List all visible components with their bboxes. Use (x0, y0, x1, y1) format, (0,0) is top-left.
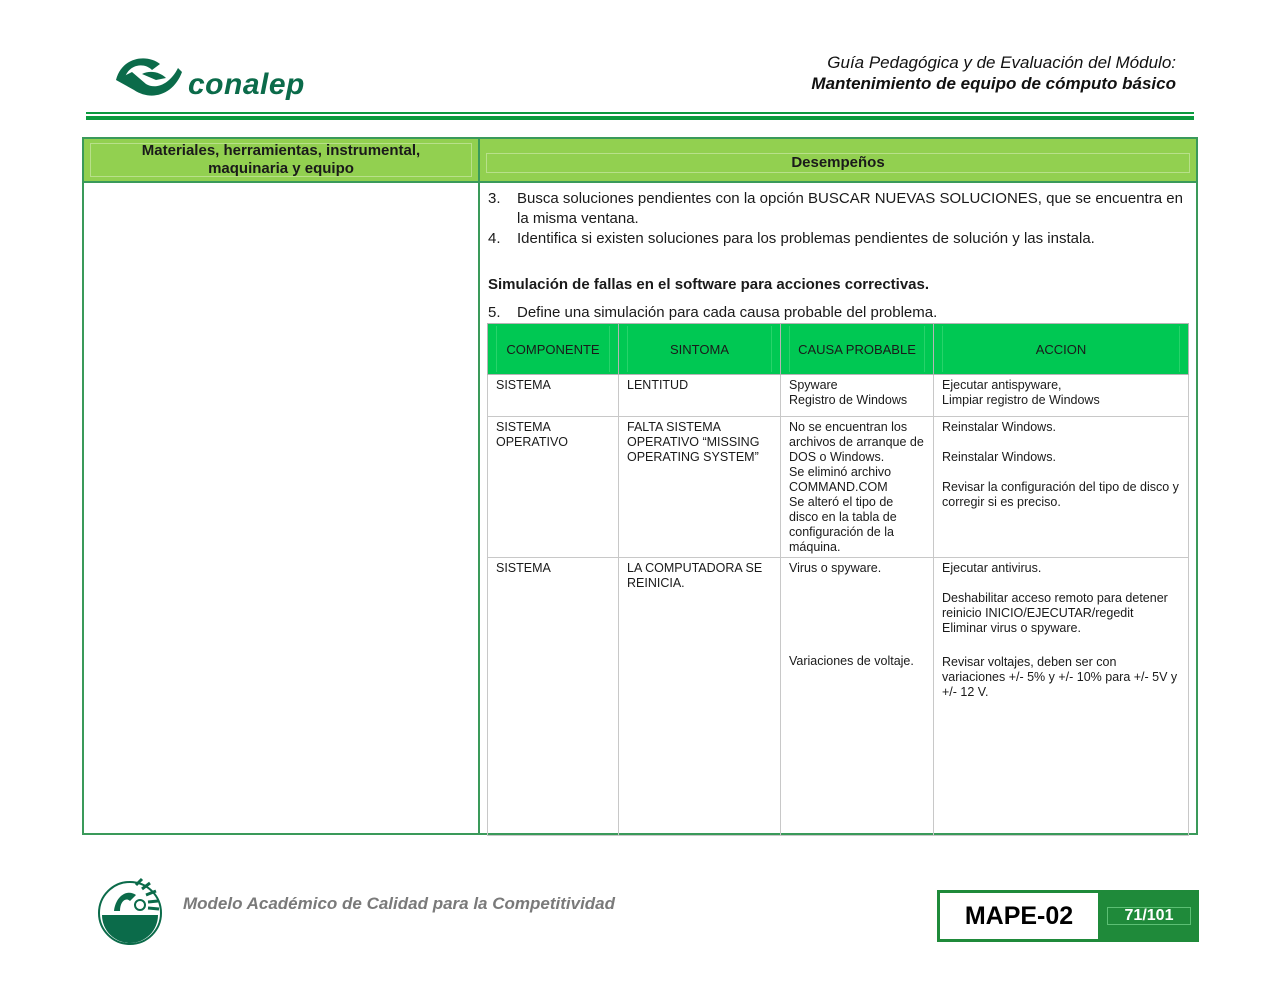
cell-causa: No se encuentran los archivos de arranque de DOS o Windows. Se eliminó archivo COMMAND.COM Se alteró el tipo de disco en la tabla de configuración de la máquina. (781, 417, 934, 558)
list-item: 5. Define una simulación para cada causa probable del problema. (488, 304, 938, 321)
document-title-line2: Mantenimiento de equipo de cómputo básico (811, 74, 1176, 93)
page-number-box (1099, 890, 1199, 942)
conalep-emblem-icon (112, 50, 184, 102)
list-item: 3. Busca soluciones pendientes con la opción BUSCAR NUEVAS SOLUCIONES, que se encuentra en la misma ventana. (488, 190, 1183, 227)
document-code: MAPE-02 (937, 890, 1101, 942)
cell-componente: SISTEMA (488, 558, 619, 836)
table-row (488, 558, 1189, 836)
table-row (488, 417, 1189, 558)
cell-accion: Ejecutar antivirus. Deshabilitar acceso remoto para detener reinicio INICIO/EJECUTAR/regedit Eliminar virus o spyware. Revisar voltajes, deben ser con variaciones +/- 5% y +/- 10% para +/- 5V y +/- 12 V. (934, 558, 1189, 836)
list-item-text: Identifica si existen soluciones para los problemas pendientes de solución y las instala. (517, 230, 1095, 247)
header-rule-thin (86, 112, 1194, 114)
fault-simulation-table (487, 323, 1189, 836)
header-rule-thick (86, 116, 1194, 120)
cell-componente: SISTEMA (488, 375, 619, 417)
cell-accion: Reinstalar Windows. Reinstalar Windows. Revisar la configuración del tipo de disco y corregir si es preciso. (934, 417, 1189, 558)
materials-header-label: Materiales, herramientas, instrumental, maquinaria y equipo (141, 142, 421, 177)
column-header-causa: CAUSA PROBABLE (781, 324, 934, 375)
performance-header-label: Desempeños (791, 153, 885, 171)
column-header-sintoma: SINTOMA (619, 324, 781, 375)
cell-accion: Ejecutar antispyware, Limpiar registro de Windows (934, 375, 1189, 417)
column-divider (478, 183, 480, 833)
materials-header (84, 139, 480, 183)
performance-content (488, 189, 1188, 323)
cell-causa: Virus o spyware. Variaciones de voltaje. (781, 558, 934, 836)
cell-sintoma: LA COMPUTADORA SE REINICIA. (619, 558, 781, 836)
footer-tagline: Modelo Académico de Calidad para la Competitividad (183, 894, 616, 913)
cell-componente: SISTEMA OPERATIVO (488, 417, 619, 558)
column-header-accion: ACCION (934, 324, 1189, 375)
logo-wordmark: conalep (188, 68, 305, 101)
list-item-text: Busca soluciones pendientes con la opción BUSCAR NUEVAS SOLUCIONES, que se encuentra en la misma ventana. (517, 190, 1183, 227)
modelo-academico-seal (96, 875, 164, 945)
conalep-logo (112, 50, 312, 106)
table-header-row (488, 324, 1189, 375)
performance-header (480, 139, 1196, 183)
seal-icon (96, 875, 164, 945)
cell-sintoma: LENTITUD (619, 375, 781, 417)
table-row (488, 375, 1189, 417)
document-title-line1: Guía Pedagógica y de Evaluación del Módulo: (827, 53, 1176, 72)
list-item-text: Define una simulación para cada causa probable del problema. (517, 304, 938, 321)
cell-causa: Spyware Registro de Windows (781, 375, 934, 417)
document-title (811, 52, 1176, 94)
page-number: 71/101 (1107, 907, 1191, 925)
cell-sintoma: FALTA SISTEMA OPERATIVO “MISSING OPERATING SYSTEM” (619, 417, 781, 558)
list-item: 4. Identifica si existen soluciones para los problemas pendientes de solución y las instala. (488, 230, 1095, 247)
section-title: Simulación de fallas en el software para acciones correctivas. (488, 276, 930, 293)
column-header-componente: COMPONENTE (488, 324, 619, 375)
